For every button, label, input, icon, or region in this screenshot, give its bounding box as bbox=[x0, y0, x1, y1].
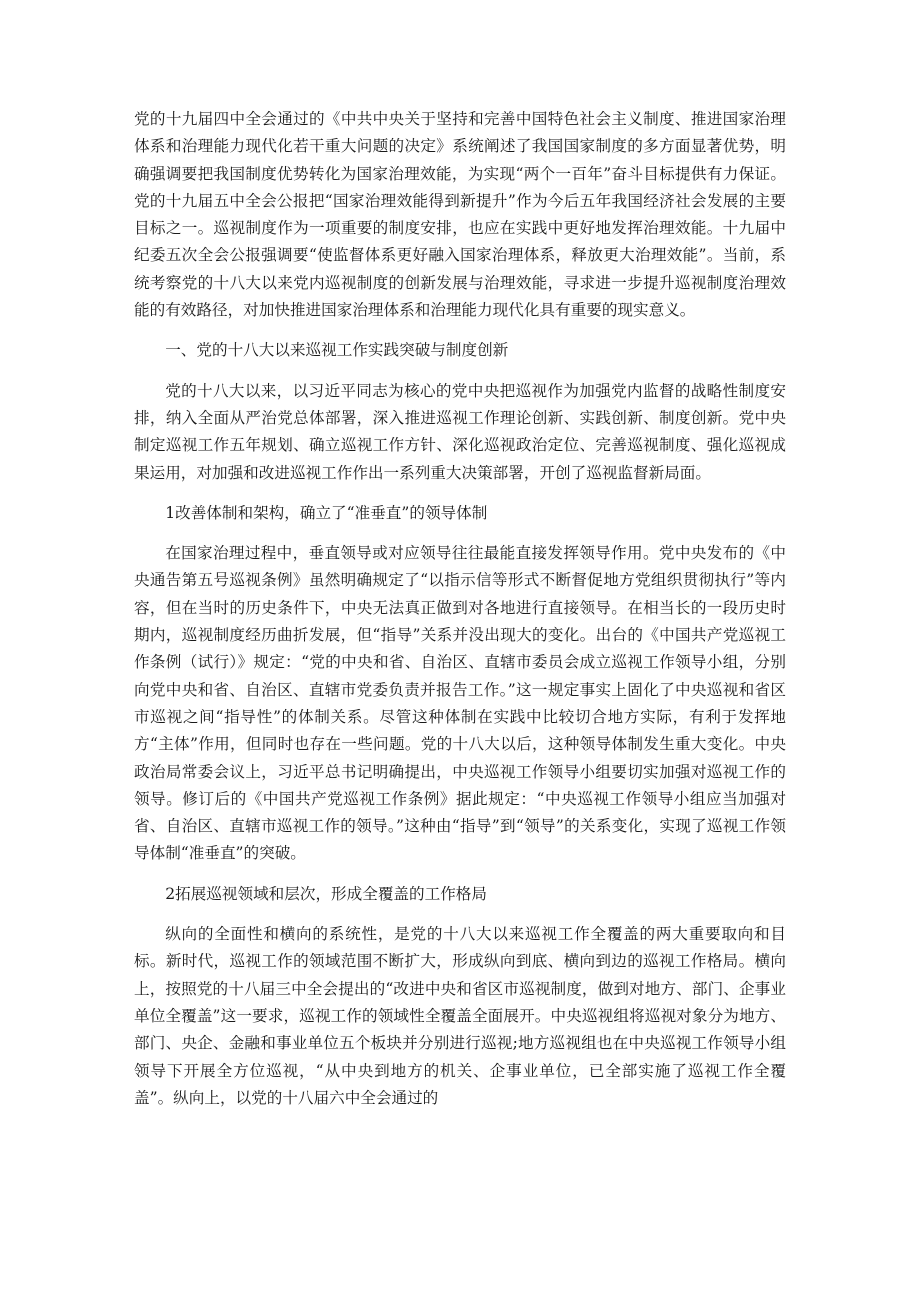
section-heading-1: 一、党的十八大以来巡视工作实践突破与制度创新 bbox=[165, 341, 509, 360]
document-body bbox=[134, 106, 786, 1125]
subsection-heading-1: 1改善体制和架构，确立了“准垂直”的领导体制 bbox=[165, 503, 488, 522]
subsection-heading-2: 2拓展巡视领域和层次，形成全覆盖的工作格局 bbox=[165, 884, 487, 903]
subsection-2-paragraph: 纵向的全面性和横向的系统性，是党的十八大以来巡视工作全覆盖的两大重要取向和目标。新时代，巡视工作的领域范围不断扩大，形成纵向到底、横向到边的巡视工作格局。横向上，按照党的十八届三中全会提出的“改进中央和省区市巡视制度，做到对地方、部门、企事业单位全覆盖”这一要求，巡视工作的领域性全覆盖全面展开。中央巡视组将巡视对象分为地方、部门、央企、金融和事业单位五个板块并分别进行巡视;地方巡视组也在中央巡视工作领导小组领导下开展全方位巡视，“从中央到地方的机关、企事业单位，已全部实施了巡视工作全覆盖”。纵向上，以党的十八届六中全会通过的 bbox=[134, 925, 786, 1107]
subsection-1-paragraph: 在国家治理过程中，垂直领导或对应领导往往最能直接发挥领导作用。党中央发布的《中央通告第五号巡视条例》虽然明确规定了“以指示信等形式不断督促地方党组织贯彻执行”等内容，但在当时的历史条件下，中央无法真正做到对各地进行直接领导。在相当长的一段历史时期内，巡视制度经历曲折发展，但“指导”关系并没出现大的变化。出台的《中国共产党巡视工作条例（试行）》规定：“党的中央和省、自治区、直辖市委员会成立巡视工作领导小组，分别向党中央和省、自治区、直辖市党委负责并报告工作。”这一规定事实上固化了中央巡视和省区市巡视之间“指导性”的体制关系。尽管这种体制在实践中比较切合地方实际，有利于发挥地方“主体”作用，但同时也存在一些问题。党的十八大以后，这种领导体制发生重大变化。中央政治局常委会议上，习近平总书记明确提出，中央巡视工作领导小组要切实加强对巡视工作的领导。修订后的《中国共产党巡视工作条例》据此规定：“中央巡视工作领导小组应当加强对省、自治区、直辖市巡视工作的领导。”这种由“指导”到“领导”的关系变化，实现了巡视工作领导体制“准垂直”的突破。 bbox=[134, 544, 786, 863]
intro-paragraph: 党的十九届四中全会通过的《中共中央关于坚持和完善中国特色社会主义制度、推进国家治理体系和治理能力现代化若干重大问题的决定》系统阐述了我国国家制度的多方面显著优势，明确强调要把我国制度优势转化为国家治理效能，为实现“两个一百年”奋斗目标提供有力保证。党的十九届五中全会公报把“国家治理效能得到新提升”作为今后五年我国经济社会发展的主要目标之一。巡视制度作为一项重要的制度安排，也应在实践中更好地发挥治理效能。十九届中纪委五次全会公报强调要“使监督体系更好融入国家治理体系，释放更大治理效能”。当前，系统考察党的十八大以来党内巡视制度的创新发展与治理效能，寻求进一步提升巡视制度治理效能的有效路径，对加快推进国家治理体系和治理能力现代化具有重要的现实意义。 bbox=[134, 110, 786, 320]
section-1-paragraph: 党的十八大以来，以习近平同志为核心的党中央把巡视作为加强党内监督的战略性制度安排，纳入全面从严治党总体部署，深入推进巡视工作理论创新、实践创新、制度创新。党中央制定巡视工作五年规划、确立巡视工作方针、深化巡视政治定位、完善巡视制度、强化巡视成果运用，对加强和改进巡视工作作出一系列重大决策部署，开创了巡视监督新局面。 bbox=[134, 381, 786, 482]
